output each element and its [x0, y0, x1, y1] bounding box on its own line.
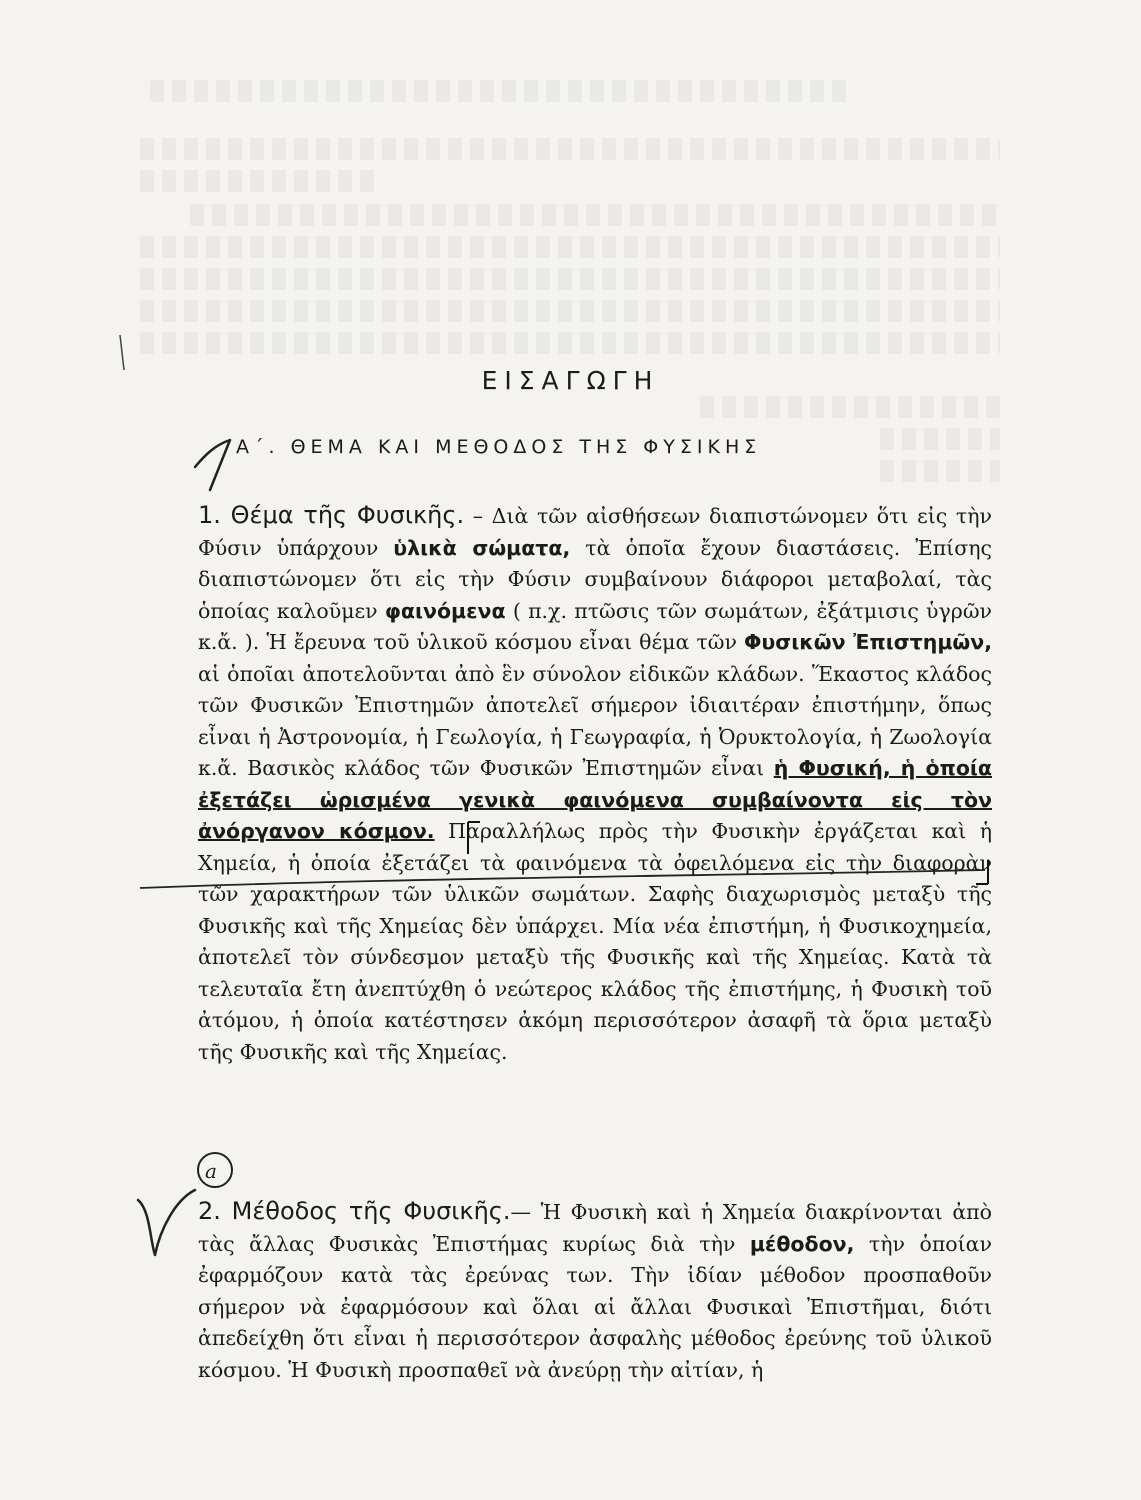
section-1-text: Παραλλήλως πρὸς τὴν Φυσικὴν ἐργάζεται καὶ ἡ Χημεία, ἡ ὁποία ἐξετάζει τὰ φαινόμενα τὰ ὀφειλόμενα εἰς τὴν διαφορὰν τῶν χαρακτήρων τῶν ὑλικῶν σωμάτων. Σαφὴς διαχωρισμὸς μεταξὺ τῆς Φυσικῆς καὶ τῆς Χημείας δὲν ὑπάρχει. Μία νέα ἐπιστήμη, ἡ Φυσικοχημεία, ἀποτελεῖ τὸν σύνδεσμον μεταξὺ τῆς Φυσικῆς καὶ τῆς Χημείας. Κατὰ τὰ τελευταῖα ἔτη ἀνεπτύχθη ὁ νεώτερος κλάδος τῆς ἐπιστήμης, ἡ Φυσικὴ τοῦ ἀτόμου, ἡ ὁποία κατέστησεν ἀκόμη περισσότερον ἀσαφῆ τὰ ὅρια μεταξὺ τῆς Φυσικῆς καὶ τῆς Χημείας.	[198, 819, 992, 1064]
section-2-heading: 2. Μέθοδος τῆς Φυσικῆς.	[198, 1197, 511, 1225]
bold-term: ὑλικὰ σώματα,	[393, 535, 571, 560]
section-1-text: ( π.χ. πτῶσις τῶν σωμάτων, ἐξάτμισις ὑγρῶν κ.ἄ. ). Ἡ ἔρευνα τοῦ ὑλικοῦ κόσμου εἶναι θέμα τῶν	[198, 598, 992, 654]
checkmark-icon	[138, 1190, 195, 1255]
bold-term: Φυσικῶν Ἐπιστημῶν,	[744, 630, 992, 654]
section-2-text: τὴν ὁποίαν ἐφαρμόζουν κατὰ τὰς ἐρεύνας των. Τὴν ἰδίαν μέθοδον προσπαθοῦν σήμερον νὰ ἐφαρμόσουν καὶ ὅλαι αἱ ἄλλαι Φυσικαὶ Ἐπιστῆμαι, διότι ἀπεδείχθη ὅτι εἶναι ἡ περισσότερον ἀσφαλὴς μέθοδος ἐρεύνης τοῦ ὑλικοῦ κόσμου. Ἡ Φυσικὴ προσπαθεῖ νὰ ἀνεύρῃ τὴν αἰτίαν, ἡ	[198, 1231, 992, 1382]
underlined-definition: ἡ Φυσική, ἡ ὁποία ἐξετάζει ὡρισμένα γενικὰ φαινόμενα συμβαίνοντα εἰς τὸν ἀνόργανον κόσμον.	[198, 756, 993, 843]
page-title: ΕΙΣΑΓΩΓΗ	[481, 366, 660, 395]
section-2-text: Ἡ Φυσικὴ καὶ ἡ Χημεία διακρίνονται ἀπὸ τὰς ἄλλας Φυσικὰς Ἐπιστήμας κυρίως διὰ τὴν	[198, 1200, 992, 1256]
section-1-dash: –	[464, 504, 492, 528]
bold-term: φαινόμενα	[384, 598, 506, 623]
section-1-text: τὰ ὁποῖα ἔχουν διαστάσεις. Ἐπίσης διαπιστώνομεν ὅτι εἰς τὴν Φύσιν συμβαίνουν διάφοροι μεταβολαί, τὰς ὁποίας καλοῦμεν	[198, 535, 992, 623]
section-1-text: Διὰ τῶν αἰσθήσεων διαπιστώνομεν ὅτι εἰς τὴν Φύσιν ὑπάρχουν	[198, 504, 992, 560]
margin-tick-icon	[120, 335, 124, 370]
bracket-open-icon	[468, 822, 480, 854]
section-1-heading: 1. Θέμα τῆς Φυσικῆς.	[198, 501, 465, 529]
section-2-dash: —	[510, 1200, 541, 1224]
bold-term: μέθοδον,	[749, 1231, 855, 1256]
annotation-letter-a: a	[205, 1159, 217, 1183]
ink-underline-icon	[140, 870, 985, 888]
checkmark-icon	[195, 440, 230, 490]
section-heading: Α΄. ΘΕΜΑ ΚΑΙ ΜΕΘΟΔΟΣ ΤΗΣ ΦΥΣΙΚΗΣ	[236, 436, 762, 458]
bracket-close-icon	[976, 860, 988, 884]
section-1-text: αἱ ὁποῖαι ἀποτελοῦνται ἀπὸ ἓν σύνολον εἰδικῶν κλάδων. Ἕκαστος κλάδος τῶν Φυσικῶν Ἐπιστημῶν ἀποτελεῖ σήμερον ἰδιαιτέραν ἐπιστήμην, ὅπως εἶναι ἡ Ἀστρονομία, ἡ Γεωλογία, ἡ Γεωγραφία, ἡ Ὀρυκτολογία, ἡ Ζωολογία κ.ἄ. Βασικὸς κλάδος τῶν Φυσικῶν Ἐπιστημῶν εἶναι	[198, 661, 992, 780]
